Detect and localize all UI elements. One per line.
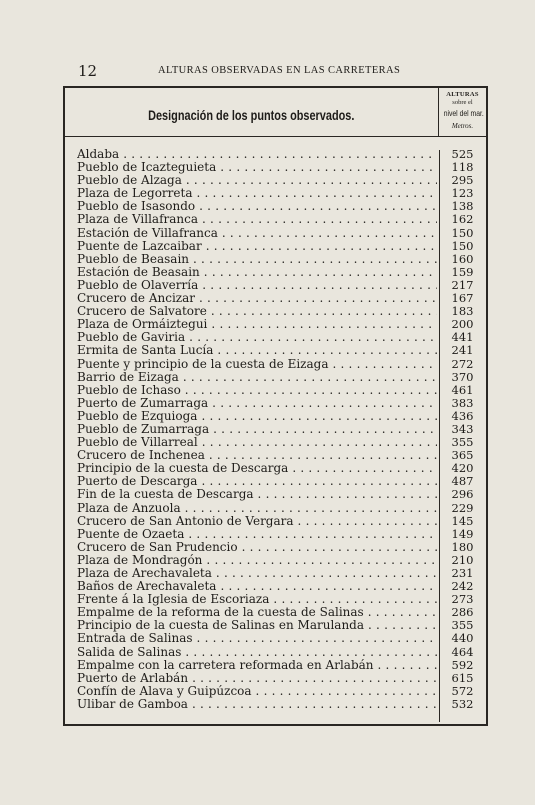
point-name: Salida de Salinas . . . — [77, 646, 437, 659]
table-row — [77, 253, 486, 266]
point-name: Barrio de Eizaga . . . — [77, 371, 437, 384]
table-row — [77, 266, 486, 279]
point-name: Crucero de Ancizar . . . — [77, 292, 437, 305]
point-name: Pueblo de Olaverría . . . — [77, 279, 437, 292]
point-name: Plaza de Anzuola . . . — [77, 502, 437, 515]
table-row — [77, 606, 486, 619]
point-name: Puerto de Arlabán . . . — [77, 672, 437, 685]
point-name: Pueblo de Isasondo . . . — [77, 200, 437, 213]
table-row — [77, 227, 486, 240]
point-name: Entrada de Salinas . . . — [77, 632, 437, 645]
table-row — [77, 685, 486, 698]
table-row — [77, 580, 486, 593]
table-row — [77, 213, 486, 226]
altitude-value: 150 — [451, 238, 474, 253]
point-name: Pueblo de Zumarraga . . . — [77, 423, 437, 436]
point-name: Pueblo de Ichaso . . . — [77, 384, 437, 397]
point-name: Plaza de Ormáiztegui . . . — [77, 318, 437, 331]
altitude-value: 183 — [451, 304, 474, 319]
table-row — [77, 502, 486, 515]
table-row — [77, 462, 486, 475]
table-row — [77, 632, 486, 645]
altitude-value: 210 — [451, 552, 474, 567]
altitude-value: 532 — [451, 696, 474, 711]
table-row — [77, 515, 486, 528]
altitude-value: 464 — [451, 644, 474, 659]
altitude-value: 355 — [451, 435, 474, 450]
table-row — [77, 187, 486, 200]
point-name: Fin de la cuesta de Descarga . . . — [77, 488, 437, 501]
table-row — [77, 659, 486, 672]
running-head: ALTURAS OBSERVADAS EN LAS CARRETERAS — [158, 65, 401, 76]
point-name: Ermita de Santa Lucía . . . — [77, 344, 437, 357]
point-name: Aldaba . . . — [77, 148, 437, 161]
altitude-value: 167 — [451, 291, 474, 306]
point-name: Empalme de la reforma de la cuesta de Salinas . . . — [77, 606, 437, 619]
point-name: Plaza de Villafranca . . . — [77, 213, 437, 226]
altitude-value: 123 — [451, 186, 474, 201]
point-name: Puente de Ozaeta . . . — [77, 528, 437, 541]
point-name: Crucero de San Antonio de Vergara . . . — [77, 515, 437, 528]
table-row — [77, 698, 486, 711]
altitude-value: 525 — [451, 147, 474, 161]
altitude-value: 162 — [451, 212, 474, 227]
point-name: Pueblo de Ezquioga . . . — [77, 410, 437, 423]
altitude-value: 160 — [451, 251, 474, 266]
table-row — [77, 305, 486, 318]
altitude-value: 370 — [451, 369, 474, 384]
point-name: Puente de Lazcaibar . . . — [77, 240, 437, 253]
point-name: Crucero de San Prudencio . . . — [77, 541, 437, 554]
point-name: Estación de Villafranca . . . — [77, 227, 437, 240]
table-row — [77, 174, 486, 187]
table-row — [77, 672, 486, 685]
altitude-value: 420 — [451, 461, 474, 476]
point-name: Puente y principio de la cuesta de Eizaga . . . — [77, 358, 437, 371]
altitude-value: 383 — [451, 395, 474, 410]
table-row — [77, 541, 486, 554]
altitude-value: 273 — [451, 592, 474, 607]
table-row — [77, 449, 486, 462]
designation-header-label: Designación de los puntos observados. — [148, 107, 355, 123]
point-name: Pueblo de Villarreal . . . — [77, 436, 437, 449]
table-row — [77, 318, 486, 331]
altitude-value: 229 — [451, 500, 474, 515]
table-row — [77, 384, 486, 397]
altitude-value: 150 — [451, 225, 474, 240]
point-name: Principio de la cuesta de Salinas en Marulanda . . . — [77, 619, 437, 632]
altitude-column-header — [439, 88, 486, 136]
altitude-value: 487 — [451, 474, 474, 489]
table-row — [77, 331, 486, 344]
altitude-value: 118 — [451, 160, 474, 175]
point-name: Principio de la cuesta de Descarga . . . — [77, 462, 437, 475]
altitude-value: 138 — [451, 199, 474, 214]
altitude-value: 296 — [451, 487, 474, 502]
point-name: Plaza de Arechavaleta . . . — [77, 567, 437, 580]
point-name: Baños de Arechavaleta . . . — [77, 580, 437, 593]
point-name: Frente á la Iglesia de Escoriaza . . . — [77, 593, 437, 606]
point-name: Plaza de Legorreta . . . — [77, 187, 437, 200]
table-row — [77, 567, 486, 580]
altitude-value: 241 — [451, 343, 474, 358]
altitude-value: 615 — [451, 670, 474, 685]
point-name: Crucero de Inchenea . . . — [77, 449, 437, 462]
altitude-value: 272 — [451, 356, 474, 371]
table-row — [77, 279, 486, 292]
point-name: Pueblo de Beasain . . . — [77, 253, 437, 266]
point-name: Puerto de Descarga . . . — [77, 475, 437, 488]
altitude-value: 355 — [451, 618, 474, 633]
table-row — [77, 646, 486, 659]
point-name: Empalme con la carretera reformada en Arlabán . . . — [77, 659, 437, 672]
altitude-value: 440 — [451, 631, 474, 646]
table-row — [77, 292, 486, 305]
table-row — [77, 410, 486, 423]
point-name: Pueblo de Alzaga . . . — [77, 174, 437, 187]
table-row — [77, 488, 486, 501]
altitude-value: 441 — [451, 330, 474, 345]
page-number: 12 — [78, 62, 98, 80]
table-row — [77, 371, 486, 384]
table-row — [77, 161, 486, 174]
altitude-header-line1: ALTURAS — [446, 91, 479, 98]
table-row — [77, 528, 486, 541]
table-row — [77, 619, 486, 632]
designation-column-header — [65, 88, 439, 136]
altitude-unit: Metros. — [451, 122, 474, 130]
altitude-value: 295 — [451, 173, 474, 188]
point-name: Crucero de Salvatore . . . — [77, 305, 437, 318]
point-name: Pueblo de Gaviria . . . — [77, 331, 437, 344]
altitude-value: 159 — [451, 264, 474, 279]
altitude-value: 145 — [451, 513, 474, 528]
altitude-value: 200 — [451, 317, 474, 332]
table-row — [77, 148, 486, 161]
header-rule — [65, 136, 486, 137]
altitude-value: 461 — [451, 382, 474, 397]
point-name: Ulibar de Gamboa . . . — [77, 698, 437, 711]
point-name: Estación de Beasain . . . — [77, 266, 437, 279]
table-row — [77, 358, 486, 371]
table-row — [77, 436, 486, 449]
table-row — [77, 475, 486, 488]
table-row — [77, 593, 486, 606]
altitude-value: 343 — [451, 421, 474, 436]
table-row — [77, 200, 486, 213]
point-name: Puerto de Zumarraga . . . — [77, 397, 437, 410]
point-name: Confín de Alava y Guipúzcoa . . . — [77, 685, 437, 698]
point-name: Plaza de Mondragón . . . — [77, 554, 437, 567]
altitude-value: 365 — [451, 448, 474, 463]
altitude-header-line2: sobre el — [452, 99, 473, 106]
altitude-value: 572 — [451, 683, 474, 698]
altitude-value: 242 — [451, 579, 474, 594]
table-row — [77, 397, 486, 410]
table-row — [77, 423, 486, 436]
altitude-value: 217 — [451, 277, 474, 292]
altitude-table — [63, 86, 488, 726]
altitude-value: 180 — [451, 539, 474, 554]
altitude-value: 436 — [451, 408, 474, 423]
altitude-header-line3: nivel del mar. — [443, 108, 484, 118]
table-row — [77, 240, 486, 253]
point-name: Pueblo de Icazteguieta . . . — [77, 161, 437, 174]
altitude-value: 592 — [451, 657, 474, 672]
altitude-value: 231 — [451, 566, 474, 580]
table-row — [77, 554, 486, 567]
table-body — [77, 148, 486, 711]
altitude-value: 286 — [451, 605, 474, 620]
page-header — [78, 62, 488, 80]
altitude-value: 149 — [451, 526, 474, 541]
table-row — [77, 344, 486, 357]
